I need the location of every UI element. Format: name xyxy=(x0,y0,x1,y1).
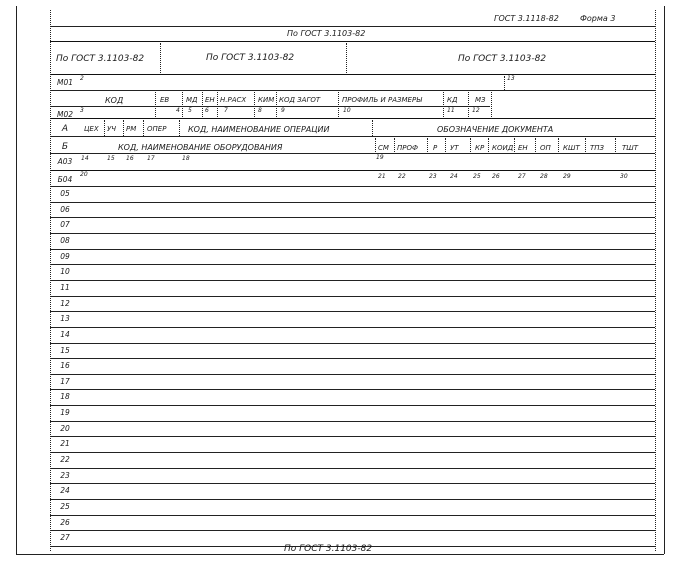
m-kim: КИМ xyxy=(258,96,275,104)
b04-num: 28 xyxy=(540,173,548,180)
m-header-bottom xyxy=(50,106,490,107)
b-div xyxy=(558,138,559,154)
row-number-label: 21 xyxy=(60,439,70,449)
row-line xyxy=(50,483,655,484)
b-kr: КР xyxy=(475,144,485,152)
b-div xyxy=(535,138,536,154)
row-label-b04: Б04 xyxy=(57,175,73,184)
b-div xyxy=(470,138,471,154)
b-tsht: ТШТ xyxy=(622,144,639,152)
b04-num-20: 20 xyxy=(80,171,88,178)
a-uch: УЧ xyxy=(107,125,117,133)
inner-right-dotted xyxy=(655,10,656,551)
a03-num-19: 19 xyxy=(376,154,384,161)
frame-left-border xyxy=(16,6,17,554)
row-line xyxy=(50,389,655,390)
b04-line xyxy=(50,186,655,187)
row-line xyxy=(50,421,655,422)
m-n-rask: Н.РАСХ xyxy=(220,96,247,104)
block-div-1 xyxy=(160,43,161,73)
a-div xyxy=(104,120,105,136)
m-md: МД xyxy=(186,96,198,104)
row-label-m02: М02 xyxy=(56,110,73,119)
m01-line xyxy=(50,90,655,91)
row-line xyxy=(50,296,655,297)
m02-num: 9 xyxy=(281,107,285,114)
row-number-label: 26 xyxy=(60,517,70,527)
b-div xyxy=(585,138,586,154)
row-number-label: 14 xyxy=(60,329,70,339)
m02-num: 4 xyxy=(176,107,180,114)
row-line xyxy=(50,468,655,469)
b-r: Р xyxy=(433,144,438,152)
row-number-label: 19 xyxy=(60,408,70,418)
b-div xyxy=(514,138,515,154)
row-number-label: 07 xyxy=(60,220,70,230)
a-kod-oper: КОД, НАИМЕНОВАНИЕ ОПЕРАЦИИ xyxy=(188,125,330,134)
row-line xyxy=(50,530,655,531)
block-div-2 xyxy=(346,43,347,73)
b04-num: 29 xyxy=(563,173,571,180)
m02-num: 12 xyxy=(472,107,480,114)
b-line xyxy=(50,153,655,154)
m-mz: МЗ xyxy=(475,96,486,104)
row-line xyxy=(50,405,655,406)
row-number-label: 15 xyxy=(60,345,70,355)
row-number-label: 10 xyxy=(60,267,70,277)
row-line xyxy=(50,343,655,344)
a03-num: 18 xyxy=(182,155,190,162)
header-line-1 xyxy=(50,26,655,27)
m02-num: 6 xyxy=(205,107,209,114)
b04-num: 24 xyxy=(450,173,458,180)
m-div-en xyxy=(202,92,203,117)
row-label-m01: М01 xyxy=(56,78,73,87)
po-gost-top: По ГОСТ 3.1103-82 xyxy=(287,29,366,38)
b04-num: 26 xyxy=(492,173,500,180)
mid-block-gost: По ГОСТ 3.1103-82 xyxy=(206,53,295,63)
m01-div xyxy=(504,76,505,90)
row-number-label: 13 xyxy=(60,314,70,324)
b04-num: 22 xyxy=(398,173,406,180)
m-kod-zagot: КОД ЗАГОТ xyxy=(279,96,321,104)
m01-num-13: 13 xyxy=(507,75,515,82)
m02-num: 5 xyxy=(188,107,192,114)
row-number-label: 23 xyxy=(60,470,70,480)
row-number-label: 27 xyxy=(60,533,70,543)
m-en: ЕН xyxy=(205,96,215,104)
row-line xyxy=(50,436,655,437)
m-div-mz xyxy=(468,92,469,117)
m-div-nrask xyxy=(217,92,218,117)
m02-num: 7 xyxy=(224,107,228,114)
row-label-a03: А03 xyxy=(57,157,73,166)
row-number-label: 22 xyxy=(60,455,70,465)
row-number-label: 06 xyxy=(60,204,70,214)
a-oper: ОПЕР xyxy=(147,125,167,133)
row-number-label: 11 xyxy=(60,282,70,292)
row-line xyxy=(50,280,655,281)
a03-num: 14 xyxy=(81,155,89,162)
m-div-kodzagot xyxy=(276,92,277,117)
row-line xyxy=(50,374,655,375)
left-block-gost: По ГОСТ 3.1103-82 xyxy=(56,54,145,64)
a03-num: 15 xyxy=(107,155,115,162)
row-number-label: 20 xyxy=(60,423,70,433)
row-line xyxy=(50,499,655,500)
m02-line xyxy=(50,118,655,119)
row-line xyxy=(50,327,655,328)
m-div-end xyxy=(491,92,492,117)
a-div xyxy=(372,120,373,136)
right-block-gost: По ГОСТ 3.1103-82 xyxy=(458,54,547,64)
b-kod-ob: КОД, НАИМЕНОВАНИЕ ОБОРУДОВАНИЯ xyxy=(118,143,283,152)
b-div xyxy=(427,138,428,154)
row-number-label: 12 xyxy=(60,298,70,308)
row-number-label: 09 xyxy=(60,251,70,261)
b-op: ОП xyxy=(540,144,551,152)
m-ev: ЕВ xyxy=(160,96,170,104)
row-label-b: Б xyxy=(61,142,69,152)
m-div-ev xyxy=(155,92,156,117)
b04-num: 27 xyxy=(518,173,526,180)
frame-right-border xyxy=(664,6,665,554)
a03-line xyxy=(50,170,655,171)
frame-bottom-border xyxy=(16,554,664,555)
m02-num: 8 xyxy=(258,107,262,114)
b04-num: 23 xyxy=(429,173,437,180)
a-line xyxy=(50,136,655,137)
row-number-label: 17 xyxy=(60,376,70,386)
b04-num: 21 xyxy=(378,173,386,180)
b-koid: КОИД xyxy=(492,144,514,152)
a03-num: 17 xyxy=(147,155,155,162)
m-div-md xyxy=(182,92,183,117)
b-prof: ПРОФ xyxy=(397,144,419,152)
a-doc: ОБОЗНАЧЕНИЕ ДОКУМЕНТА xyxy=(437,125,554,134)
m-div-kim xyxy=(254,92,255,117)
a-tseh: ЦЕХ xyxy=(84,125,99,133)
m-div-profil xyxy=(338,92,339,117)
row-line xyxy=(50,358,655,359)
row-number-label: 25 xyxy=(60,502,70,511)
form-number-label: Форма 3 xyxy=(580,14,616,23)
row-label-a: А xyxy=(61,124,69,134)
b-kst: КШТ xyxy=(563,144,580,152)
b-tpz: ТПЗ xyxy=(590,144,605,152)
row-line xyxy=(50,217,655,218)
m-div-kd xyxy=(443,92,444,117)
b-div xyxy=(615,138,616,154)
b-ut: УТ xyxy=(450,144,459,152)
a03-num: 16 xyxy=(126,155,134,162)
a-div xyxy=(143,120,144,136)
row-line xyxy=(50,515,655,516)
m01-num-2: 2 xyxy=(80,75,84,82)
a-div xyxy=(179,120,180,136)
row-line xyxy=(50,202,655,203)
row-line xyxy=(50,233,655,234)
row-number-label: 08 xyxy=(60,235,70,245)
b04-num: 25 xyxy=(473,173,481,180)
row-number-label: 05 xyxy=(60,189,70,198)
row-number-label: 18 xyxy=(60,392,70,402)
m02-num: 3 xyxy=(80,107,84,114)
header-line-2 xyxy=(50,41,655,42)
footer-gost: По ГОСТ 3.1103-82 xyxy=(284,544,373,554)
gost-form-label: ГОСТ 3.1118-82 xyxy=(494,14,559,23)
row-line xyxy=(50,311,655,312)
m02-num: 10 xyxy=(343,107,351,114)
row-number-label: 24 xyxy=(60,486,70,496)
header-line-3 xyxy=(50,74,655,75)
b-div xyxy=(445,138,446,154)
row-line xyxy=(50,249,655,250)
a-rm: РМ xyxy=(126,125,137,133)
row-number-label: 16 xyxy=(60,361,70,371)
b-div xyxy=(488,138,489,154)
row-line xyxy=(50,264,655,265)
b-div xyxy=(375,138,376,154)
b-div xyxy=(394,138,395,154)
b04-num: 30 xyxy=(620,173,628,180)
m-profil: ПРОФИЛЬ И РАЗМЕРЫ xyxy=(342,96,422,104)
m02-num: 11 xyxy=(447,107,455,114)
m-kod: КОД xyxy=(105,96,124,105)
row-line xyxy=(50,452,655,453)
b-en: ЕН xyxy=(518,144,528,152)
a-div xyxy=(123,120,124,136)
b-sm: СМ xyxy=(378,144,389,152)
m-kd: КД xyxy=(447,96,458,104)
